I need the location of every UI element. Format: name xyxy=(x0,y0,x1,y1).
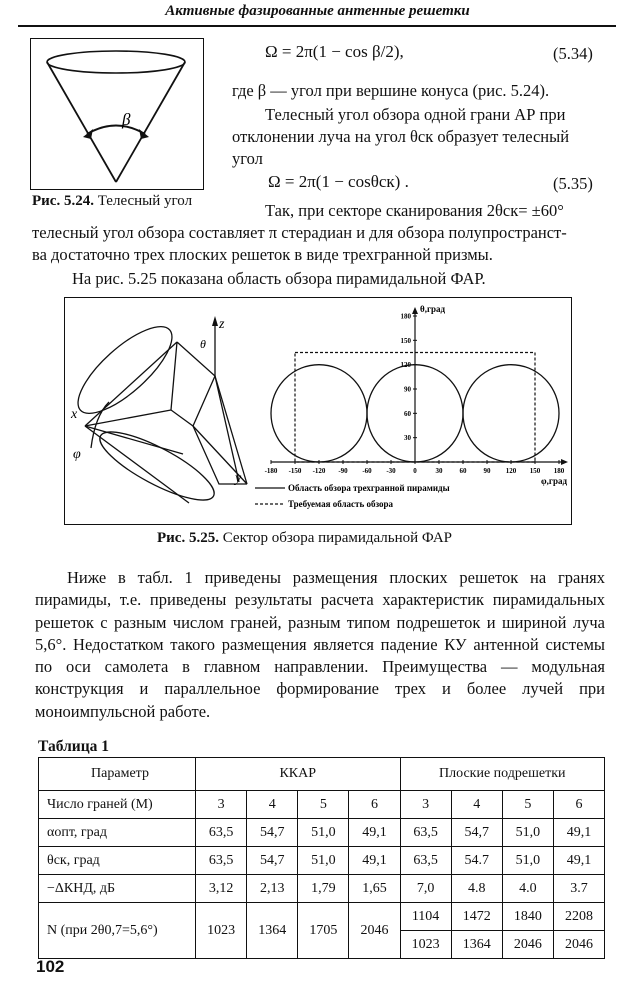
table-cell: 2046 xyxy=(502,931,553,959)
table-body xyxy=(39,791,605,959)
table-cell: 4.8 xyxy=(451,875,502,903)
chart-x-tick-label: -150 xyxy=(288,467,302,475)
text-scan-sector: Так, при секторе сканирования 2θск= ±60° xyxy=(265,201,564,220)
body-paragraph: Ниже в табл. 1 приведены размещения плоских решеток на гранях пирамиды, т.е. приведены результаты расчета характеристик пирамидальных решеток с разным числом граней, разным типом подрешеток и шириной луча 5,6°. Недостатком такого размещения является падение КУ антенной системы по оси самолета в главном направлении. Преимущества — модульная конструкция и параллельное формирование трех и более лучей при моноимпульсной работе. xyxy=(35,568,605,721)
table-cell: 3.7 xyxy=(553,875,604,903)
table-cell: 1840 xyxy=(502,903,553,931)
chart-x-tick-label: -120 xyxy=(312,467,326,475)
axis-theta-label: θ xyxy=(200,337,206,351)
table-cell: 63,5 xyxy=(196,847,247,875)
table-cell: 63,5 xyxy=(400,819,451,847)
beta-label: β xyxy=(122,110,131,129)
text-steradian: телесный угол обзора составляет π стерадиан и для обзора полупространст- xyxy=(32,223,567,242)
axis-y-label: y xyxy=(235,471,242,486)
page-number: 102 xyxy=(36,957,65,976)
table-cell: 54,7 xyxy=(247,819,298,847)
chart-x-tick-label: 120 xyxy=(505,467,517,475)
chart-x-tick-label: -60 xyxy=(362,467,372,475)
table-cell: 1472 xyxy=(451,903,502,931)
table-header-param: Параметр xyxy=(39,758,196,791)
table-cell: 1705 xyxy=(298,903,349,959)
legend-dashed-label: Требуемая область обзора xyxy=(288,499,394,509)
equation-5-35: Ω = 2π(1 − cosθск) . xyxy=(268,172,409,191)
text-solid-angle-2: отклонении луча на угол θск образует телесный xyxy=(232,127,570,146)
table-cell: 1364 xyxy=(451,931,502,959)
table-title: Таблица 1 xyxy=(38,738,109,755)
chart-x-tick-label: -30 xyxy=(386,467,396,475)
table-cell: 1,79 xyxy=(298,875,349,903)
table-cell: 2046 xyxy=(553,931,604,959)
text-where-beta: где β — угол при вершине конуса (рис. 5.24). xyxy=(232,81,550,100)
axis-z-label: z xyxy=(219,317,225,332)
table-cell: 3 xyxy=(400,791,451,819)
cone-diagram xyxy=(31,39,203,189)
table-row-label: −ΔКНД, дБ xyxy=(39,875,196,903)
running-header: Активные фазированные антенные решетки xyxy=(165,3,470,19)
chart-x-tick-label: 30 xyxy=(435,467,443,475)
table-cell: 2046 xyxy=(349,903,400,959)
table-cell: 1104 xyxy=(400,903,451,931)
text-fig-5-25-ref: На рис. 5.25 показана область обзора пирамидальной ФАР. xyxy=(72,269,486,288)
chart-x-axis-arrow xyxy=(561,459,568,465)
table-cell: 54,7 xyxy=(451,819,502,847)
chart-x-tick-label: 180 xyxy=(553,467,565,475)
table-cell: 1023 xyxy=(196,903,247,959)
table-cell: 54.7 xyxy=(451,847,502,875)
table-cell: 2208 xyxy=(553,903,604,931)
beta-arrow-right xyxy=(139,129,149,139)
fig-5-24-caption: Рис. 5.24. Телесный угол xyxy=(32,193,193,209)
table-cell: 51,0 xyxy=(298,847,349,875)
fig-5-25-svg xyxy=(65,298,571,524)
table-row-label: N (при 2θ0,7=5,6°) xyxy=(39,903,196,959)
table-cell: 5 xyxy=(298,791,349,819)
beta-arc xyxy=(87,126,145,135)
beam-line-1 xyxy=(85,342,177,426)
table-cell: 4.0 xyxy=(502,875,553,903)
axis-x-label: x xyxy=(71,407,78,422)
text-solid-angle-3: угол xyxy=(232,149,263,168)
table-cell: 1364 xyxy=(247,903,298,959)
chart-y-axis-arrow xyxy=(412,307,418,314)
beta-arrow-left xyxy=(83,129,93,139)
header-rule xyxy=(18,25,616,27)
chart-x-tick-label: 150 xyxy=(529,467,541,475)
y-axis xyxy=(215,376,239,482)
pyramid-sketch xyxy=(66,314,247,512)
beam-cone-upper xyxy=(66,314,185,427)
table-cell: 51,0 xyxy=(502,819,553,847)
table-cell: 49,1 xyxy=(553,819,604,847)
table-cell: 1023 xyxy=(400,931,451,959)
fig-5-24-frame xyxy=(30,38,204,190)
z-axis-arrow xyxy=(212,316,218,326)
table-cell: 6 xyxy=(349,791,400,819)
table-row xyxy=(39,791,605,819)
table-cell: 3 xyxy=(196,791,247,819)
table-row-label: θск, град xyxy=(39,847,196,875)
table-cell: 5 xyxy=(502,791,553,819)
table-cell: 63,5 xyxy=(196,819,247,847)
pyramid-face-1 xyxy=(171,342,215,426)
table-row-label: αопт, град xyxy=(39,819,196,847)
table-cell: 51,0 xyxy=(502,847,553,875)
table-cell: 2,13 xyxy=(247,875,298,903)
table-cell: 49,1 xyxy=(349,847,400,875)
table-cell: 54,7 xyxy=(247,847,298,875)
table-cell: 1,65 xyxy=(349,875,400,903)
pyramid-coverage-circle xyxy=(271,365,367,462)
axis-phi-label: φ xyxy=(73,447,81,462)
table-cell: 49,1 xyxy=(553,847,604,875)
text-solid-angle-1: Телесный угол обзора одной грани АР при xyxy=(265,105,566,124)
table-cell: 7,0 xyxy=(400,875,451,903)
chart-title: θ,град xyxy=(420,304,446,314)
chart-x-tick-label: 0 xyxy=(413,467,417,475)
chart-x-tick-label: 90 xyxy=(483,467,491,475)
table-row-label: Число граней (M) xyxy=(39,791,196,819)
table-row xyxy=(39,875,605,903)
text-three-arrays: ва достаточно трех плоских решеток в виде трехгранной призмы. xyxy=(32,245,493,264)
table-row xyxy=(39,819,605,847)
cone-rim xyxy=(47,51,185,73)
table-cell: 4 xyxy=(451,791,502,819)
chart-y-tick-label: 180 xyxy=(400,312,411,321)
pyramid-coverage-circle xyxy=(463,365,559,462)
table-row xyxy=(39,847,605,875)
coverage-chart xyxy=(265,304,568,486)
fig-5-25-caption: Рис. 5.25. Сектор обзора пирамидальной ФАР xyxy=(157,530,453,546)
chart-y-tick-label: 120 xyxy=(400,361,411,370)
chart-y-tick-label: 90 xyxy=(404,385,411,394)
pyramid-face-2 xyxy=(193,376,247,484)
cone-left-edge xyxy=(47,62,116,182)
table-cell: 3,12 xyxy=(196,875,247,903)
legend-solid-label: Область обзора трехгранной пирамиды xyxy=(288,483,450,493)
chart-y-tick-label: 30 xyxy=(404,434,411,443)
chart-x-tick-label: -180 xyxy=(264,467,278,475)
table-cell: 51,0 xyxy=(298,819,349,847)
table-row xyxy=(39,903,605,931)
chart-x-tick-label: 60 xyxy=(459,467,467,475)
table-1 xyxy=(38,757,605,959)
table-cell: 49,1 xyxy=(349,819,400,847)
table-cell: 6 xyxy=(553,791,604,819)
table-cell: 4 xyxy=(247,791,298,819)
table-header-group-1: ККАР xyxy=(196,758,401,791)
equation-number-5-34: (5.34) xyxy=(553,44,593,63)
chart-y-tick-label: 150 xyxy=(400,336,411,345)
chart-x-tick-label: -90 xyxy=(338,467,348,475)
table-cell: 63,5 xyxy=(400,847,451,875)
equation-5-34: Ω = 2π(1 − cos β/2), xyxy=(265,42,404,61)
table-header-group-2: Плоские подрешетки xyxy=(400,758,605,791)
chart-x-axis-label: φ,град xyxy=(541,476,568,486)
chart-legend xyxy=(255,483,450,509)
table-header-row xyxy=(39,758,605,791)
chart-y-tick-label: 60 xyxy=(404,409,411,418)
fig-5-25-frame xyxy=(64,297,572,525)
equation-number-5-35: (5.35) xyxy=(553,174,593,193)
